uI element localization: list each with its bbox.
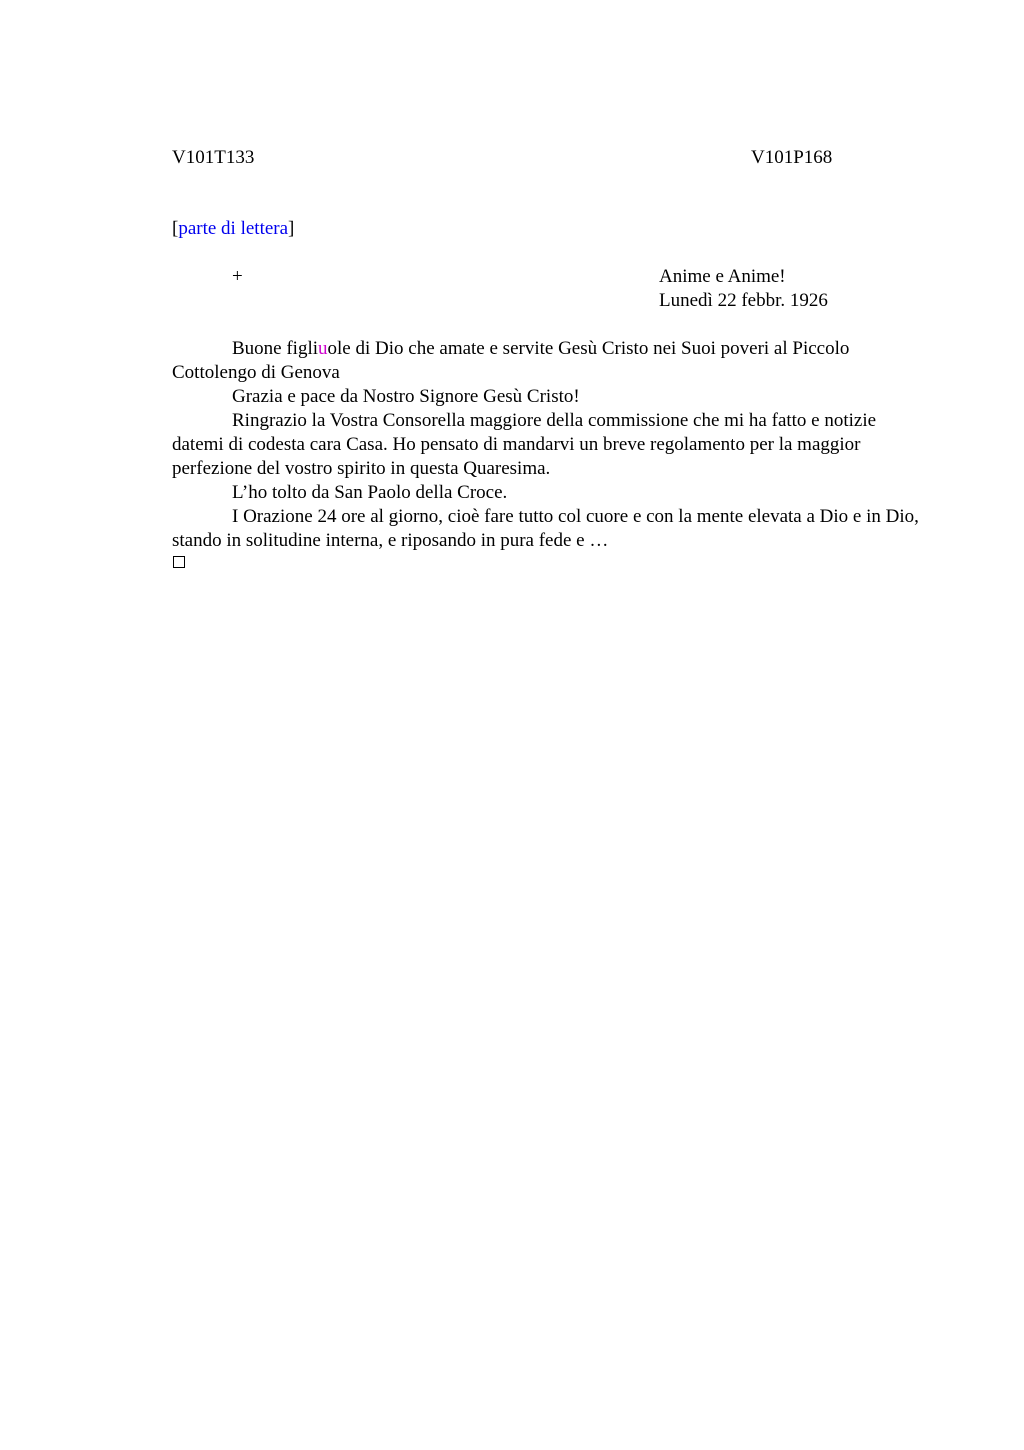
body-paragraph-5: I Orazione 24 ore al giorno, cioè fare tutto col cuore e con la mente elevata a Dio e in Dio, stando in solitudine interna, e riposando in pura fede e … xyxy=(172,506,919,551)
body-paragraph-3: Ringrazio la Vostra Consorella maggiore della commissione che mi ha fatto e notizie datemi di codesta cara Casa. Ho pensato di mandarvi un breve regolamento per la maggior perfezione del vostro spirito in questa Quaresima. xyxy=(172,410,877,479)
cross-symbol: + xyxy=(232,266,243,287)
note-close-bracket: ] xyxy=(288,218,295,239)
greeting-line: Anime e Anime! xyxy=(659,266,786,287)
empty-square-icon xyxy=(173,556,185,568)
body-paragraph-4: L’ho tolto da San Paolo della Croce. xyxy=(232,482,508,503)
p1-highlight: u xyxy=(318,338,328,359)
date-line: Lunedì 22 febbr. 1926 xyxy=(659,290,828,311)
note-text: parte di lettera xyxy=(178,218,289,239)
note-open-bracket: [ xyxy=(172,218,179,239)
body-paragraph-1 xyxy=(172,337,932,385)
p1-after: ole di Dio che amate e servite Gesù Cristo nei Suoi poveri al Piccolo Cottolengo di Genova xyxy=(172,338,850,383)
document-code-left: V101T133 xyxy=(172,147,255,168)
page-code-right: V101P168 xyxy=(751,147,833,168)
letter-body xyxy=(172,337,932,553)
body-paragraph-2: Grazia e pace da Nostro Signore Gesù Cristo! xyxy=(232,386,580,407)
p1-before: Buone figli xyxy=(232,338,319,359)
editorial-note xyxy=(172,217,294,241)
